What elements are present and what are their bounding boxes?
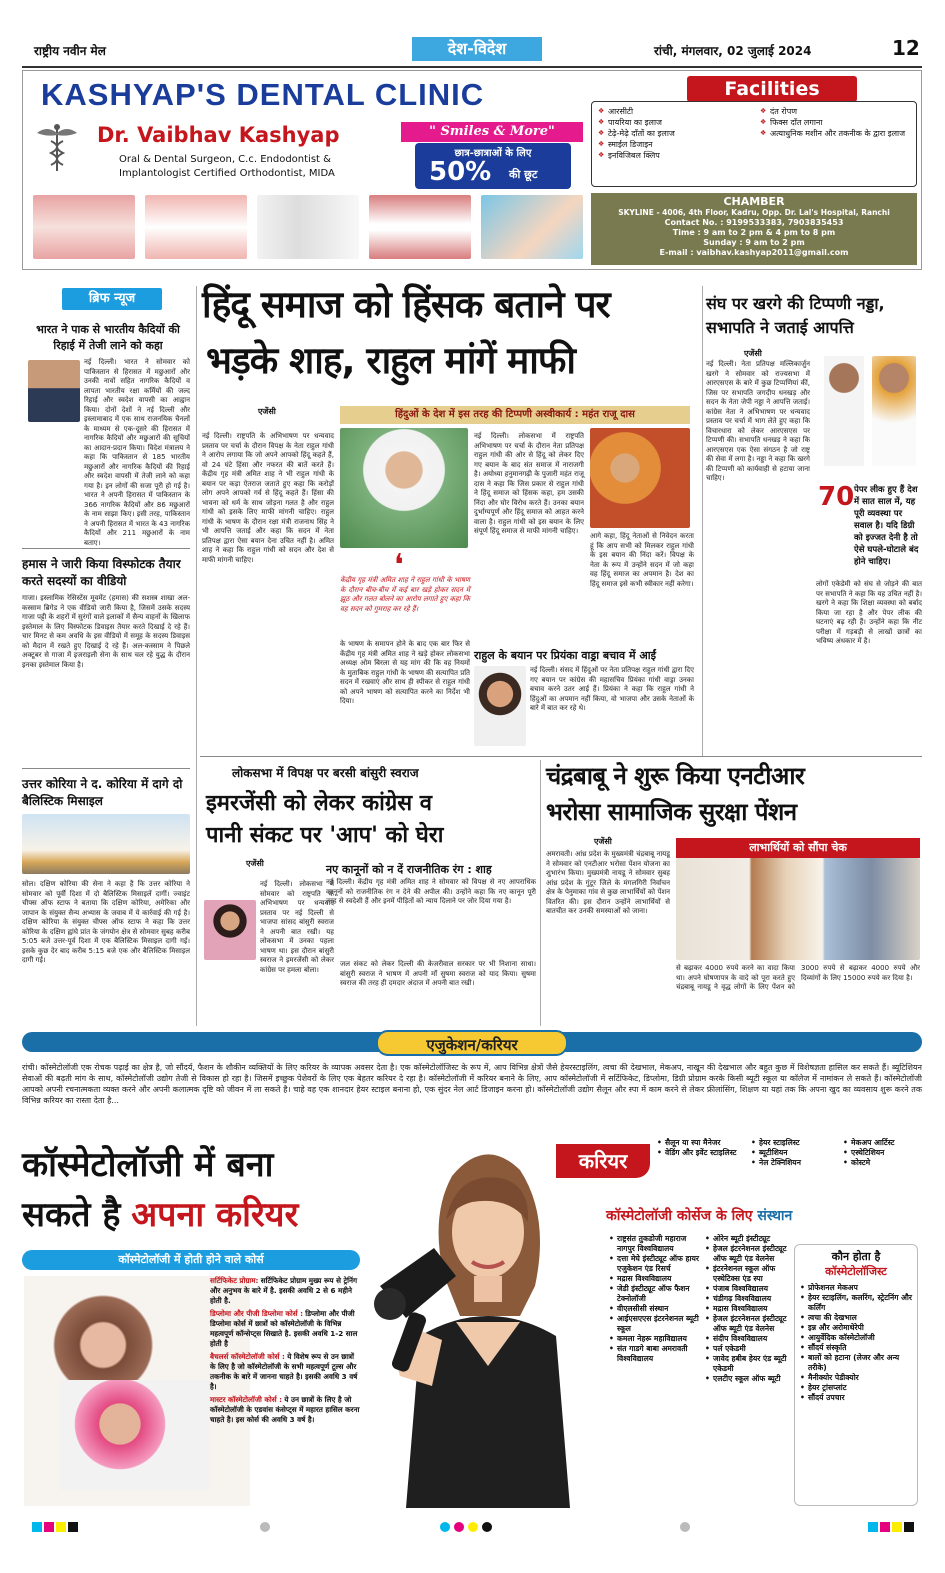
lead-col-5: नई दिल्ली। संसद में हिंदुओं पर नेता प्रतिपक्ष राहुल गांधी द्वारा दिए गए बयान पर कांग्रेस की महासचिव प्रियंका गांधी वाड्रा उनका बचाव करने उतर आई हैं। प्रियंका ने कहा कि राहुल गांधी ने हिंदुओं का अपमान नहीं किया, वो भाजपा और उसके नेताओं के बारे में बात कर रहे थे। — [530, 666, 694, 712]
naidu-text: अमरावती। आंध्र प्रदेश के मुख्यमंत्री चंद्रबाबू नायडू ने सोमवार को एनटीआर भरोसा पेंशन योजना का शुभारंभ किया। मुख्यमंत्री नायडू ने सोमवार सुबह आंध्र प्रदेश के गुंटूर जिले के मंगलगिरी निर्वाचन क्षेत्र के पेनुमाका गांव से कुछ लाभार्थियों को पेंशन वितरित की। इस दौरान उन्होंने लाभार्थियों से बातचीत कर उनकी समस्याओं को जाना। — [546, 850, 670, 915]
facilities-right-list — [760, 106, 910, 139]
brief-text-2: गाजा। इस्लामिक रेसिस्टेंस मूवमेंट (हमास) की सशस्त्र शाखा अल-कस्साम ब्रिगेड ने एक वीडियो जारी किया है, जिसमें उसके सदस्य गाजा पट्टी के शहरों में सुरंगों वाले इलाकों में सैन्य वाहनों के खिलाफ इस्तेमाल के लिए विस्फोटक डिवाइस तैयार करते दिखाई दे रहे हैं। चार मिनट से कम अवधि के इस वीडियो में समूह के सदस्य डिवाइस को मैदान में रखते हुए दिखाई दे रहे हैं। अल-कस्साम ने पिछले अक्टूबर से गाजा में इजराइली सेना के साथ चल रहे युद्ध के दौरान इनका इस्तेमाल किया है। — [22, 594, 190, 669]
edu-title-2 — [22, 1192, 298, 1238]
course-item: सर्टिफिकेट प्रोग्राम: सर्टिफिकेट प्रोग्राम मुख्य रूप से ट्रेनिंग और अनुभव के बारे में है. इसकी अवधि 2 से 6 महीने होती है. — [210, 1276, 358, 1305]
kharge-headline: संघ पर खरगे की टिप्पणी नड्डा, सभापति ने जताई आपत्ति — [706, 294, 885, 337]
paper-leak-box — [816, 482, 920, 574]
box-number: 70 — [818, 482, 855, 512]
edu-title-1: कॉस्मेटोलॉजी में बना — [22, 1145, 274, 1185]
masthead — [22, 36, 922, 64]
edu-intro: रांची। कॉस्मेटोलॉजी एक रोचक पढ़ाई का क्षेत्र है, जो सौंदर्य, फैशन के शौकीन व्यक्तियों के लिए करियर के व्यापक अवसर देता है। एक कॉस्मेटोलॉजिस्ट के रूप में, आप विभिन्न क्षेत्रों जैसे हेयरस्टाइलिंग, त्वचा की देखभाल, मेकअप, नाखून की देखभाल और बहुत कुछ में विशेषज्ञता हासिल कर सकते हैं। ब्यूटिशियन सेवाओं की बढ़ती मांग के साथ, कॉस्मेटोलॉजी उद्योग तेजी से विकास हो रहा है। जिसमें इच्छुक पेशेवरों के लिए एक बेहतर करियर दे रहा है। कॉस्मेटोलॉजी में करियर बनाने के लिए, आप कॉस्मेटोलॉजी में सर्टिफिकेट, डिप्लोमा, डिग्री प्रोग्राम करके किसी ब्यूटी स्कूल या कॉलेज में नामांकन ले सकते हैं। कॉस्मेटोलॉजी आपको अपनी रचनात्मकता व्यक्त करने और अपनी कलात्मक दृष्टि को जीवन में ला सकते है। चाहे वह एक शानदार हेयर स्टाइल बनाना हो, एक सुंदर नेल आर्ट डिजाइन करना हो। कॉस्मेटोलॉजी उद्योग सैलून और स्पा में काम करने से लेकर फ्रीलांसिंग, शिक्षण या यहां तक कि अपना खुद का व्यवसाय शुरू करने तक विभिन्न करियर का रास्ता देता है... — [22, 1063, 922, 1105]
edu-title-2a: सकते है — [22, 1195, 121, 1235]
brief-news-column — [22, 286, 192, 1046]
institute-item: • मद्रास विश्वविद्यालय — [608, 1274, 700, 1284]
kharge-text: नई दिल्ली। नेता प्रतिपक्ष मल्लिकार्जुन खरगे ने सोमवार को राज्यसभा में आरएसएस के बारे में कुछ टिप्पणियां कीं, जिस पर सभापति जगदीप धनखड़ और सदन के नेता जेपी नड्डा ने आपत्ति जताई। कांग्रेस नेता ने अभिभाषण पर धन्यवाद प्रस्ताव पर चर्चा में भाग लेते हुए कहा कि विचारधारा को लेकर आरएसएस पर टिप्पणी की। सभापति धनखड़ ने कहा कि आरएसएस एक ऐसा संगठन है जो राष्ट्र की सेवा में लगा है। नड्डा ने कहा कि खरगे की टिप्पणी को कार्यवाही से हटाया जाना चाहिए। — [706, 360, 810, 482]
institute-item: • संदीप विश्वविद्यालय — [704, 1334, 792, 1344]
career-item: • हेयर स्टाइलिस्ट — [750, 1138, 838, 1148]
lead-col-4: के भाषण के समापन होने के बाद एक बार फिर से केंद्रीय गृह मंत्री अमित शाह ने खड़े होकर लोकसभा अध्यक्ष ओम बिरला से यह मांग की कि वह नियमों के मुताबिक राहुल गांधी के भाषण की सत्यापित प्रति सदन में रखवाएं और साथ ही स्पीकर से राहुल गांधी को अपने भाषण को सत्यापित करने का निर्देश भी दिया। — [340, 640, 470, 705]
institute-item: • हेजल इंटरनेशनल इंस्टीट्यूट ऑफ ब्यूटी एंड वेलनेस — [704, 1314, 792, 1334]
course-item: डिप्लोमा और पीजी डिप्लोमा कोर्स : डिप्लोमा और पीजी डिप्लोमा कोर्स में छात्रों को कॉस्मेटोलॉजी के विभिन्न महत्वपूर्ण कॉन्सेप्ट्स सिखाते है. इसकी अवधि 1-2 साल होती है — [210, 1309, 358, 1348]
who-item: • प्रोफेशनल मेकअप — [799, 1283, 917, 1293]
chamber-sunday: Sunday : 9 am to 2 pm — [703, 238, 805, 247]
career-item: • एस्थेटिशियन — [842, 1148, 922, 1158]
lead-headline-1: हिंदू समाज को हिंसक बताने पर — [202, 283, 610, 326]
chamber-email: E-mail : vaibhav.kashyap2011@gmail.com — [659, 248, 849, 257]
institute-item: • जेडी इंस्टीट्यूट ऑफ फैशन टेक्नोलॉजी — [608, 1284, 700, 1304]
facilities-left-list — [598, 106, 758, 161]
kharge-text-2: लोगों एकेडेमी को संघ से जोड़ने की बात पर सभापति ने कहा कि यह उचित नहीं है। खरगे ने कहा कि शिक्षा व्यवस्था को बर्बाद किया जा रहा है और पेपर लीक की घटनाएं बढ़ रही हैं। उन्होंने कहा कि नीट परीक्षा में गड़बड़ी से लाखों छात्रों का भविष्य अंधकार में है। — [816, 580, 922, 645]
chamber-time: Time : 9 am to 2 pm & 4 pm to 8 pm — [672, 228, 836, 237]
naidu-photo — [676, 858, 920, 960]
institute-item: • मद्रास विश्वविद्यालय — [704, 1304, 792, 1314]
facilities-panel — [591, 101, 917, 187]
ad-tagline: " Smiles & More" — [401, 122, 583, 142]
dental-clinic-ad — [22, 70, 922, 270]
career-tag: करियर — [556, 1144, 650, 1178]
institute-item: • दत्ता मेघे इंस्टीट्यूट ऑफ हायर एजुकेशन एंड रिसर्च — [608, 1254, 700, 1274]
institutes-col-2 — [704, 1234, 792, 1384]
inst-title-b: संस्थान — [757, 1208, 793, 1224]
lead-col-2: नई दिल्ली। लोकसभा में राष्ट्रपति अभिभाषण पर चर्चा के दौरान नेता प्रतिपक्ष राहुल गांधी की ओर से हिंदू को लेकर दिए गए बयान के बाद संत समाज में नाराजगी है। अयोध्या हनुमानगढ़ी के पुजारी महंत राजू दास ने कहा कि जिस प्रकार से राहुल गांधी ने हिंदू समाज को हिंसक कहा, हम उसकी निंदा और घोर विरोध करते हैं। उनका बयान दुर्भाग्यपूर्ण और हिंदू समाज को आहत करने वाला है। राहुल गांधी को इस बयान के लिए संपूर्ण हिंदू समाज से माफी मांगनी चाहिए। — [474, 432, 584, 535]
courses-list — [210, 1276, 360, 1506]
bansuri-text: नई दिल्ली। लोकसभा में सोमवार को राष्ट्रपति के अभिभाषण पर धन्यवाद प्रस्ताव पर नई दिल्ली से भाजपा सांसद बांसुरी स्वराज ने अपनी बात रखी। यह लोकसभा में उनका पहला भाषण था। इस दौरान बांसुरी स्वराज ने इमरजेंसी को लेकर कांग्रेस पर हमला बोला। — [260, 880, 334, 974]
priyanka-subhead: राहुल के बयान पर प्रियंका वाड्रा बचाव में आईं — [474, 649, 657, 662]
offer-percent: 50% — [429, 157, 492, 187]
institute-item: • कमला नेहरू महाविद्यालय — [608, 1334, 700, 1344]
naidu-headline-1: चंद्रबाबू ने शुरू किया एनटीआर — [546, 762, 805, 790]
lead-photo-caption: केंद्रीय गृह मंत्री अमित शाह ने राहुल गांधी के भाषण के दौरान बीच-बीच में कई बार खड़े होकर सदन में झूठ और गलत बोलने का आरोप लगाते हुए कहा कि वह सदन को गुमराह कर रहे हैं। — [340, 576, 470, 613]
institute-item: • पर्ल एकेडमी — [704, 1344, 792, 1354]
institute-item: • इंटरनेशनल स्कूल ऑफ एस्थेटिक्स एंड स्पा — [704, 1264, 792, 1284]
print-color-bar — [22, 1522, 922, 1534]
section-label: देश-विदेश — [412, 37, 542, 61]
who-item: • इन्न और अरोमाथेरेपी — [799, 1323, 917, 1333]
who-item: • सौंदर्य उपचार — [799, 1393, 917, 1403]
offer-line: छात्र-छात्राओं के लिए — [454, 148, 532, 159]
institute-item: • चंडीगढ़ विश्वविद्यालय — [704, 1294, 792, 1304]
who-item: • बालों को हटाना (लेजर और अन्य तरीके) — [799, 1353, 917, 1373]
institute-item: • एलटीए स्कूल ऑफ ब्यूटी — [704, 1374, 792, 1384]
institute-item: • जावेद हबीब हेयर एंड ब्यूटी एकेडमी — [704, 1354, 792, 1374]
chamber-box — [591, 193, 917, 265]
career-item: • नेल टेक्निशियन — [750, 1158, 838, 1168]
institute-item: • संत गाडगे बाबा अमरावती विश्वविद्यालय — [608, 1344, 700, 1364]
career-item: • ब्यूटीशियन — [750, 1148, 838, 1158]
teeth-photo-strip — [33, 195, 583, 261]
shah-subhead: नए कानूनों को न दें राजनीतिक रंग : शाह — [326, 863, 492, 876]
course-item: मास्टर कॉस्मेटोलॉजी कोर्स : ये उन छात्रों के लिए है जो कॉस्मेटोलॉजी के एडवांस कंसेप्ट्स में महारत हासिल करना चाहते है। इस कोर्स की अवधि 3 वर्ष है। — [210, 1395, 360, 1424]
edu-title-2b: अपना करियर — [131, 1195, 299, 1235]
who-title-b: कॉस्मेटोलॉजिस्ट — [825, 1265, 887, 1278]
lead-headline-2: भड़के शाह, राहुल मांगें माफी — [206, 339, 576, 382]
offer-tail: की छूट — [509, 168, 538, 181]
institute-item: • हेजल इंटरनेशनल इंस्टीट्यूट ऑफ ब्यूटी एंड वेलनेस — [704, 1244, 792, 1264]
brief-text-3: सोल। दक्षिण कोरिया की सेना ने कहा है कि उत्तर कोरिया ने सोमवार को पूर्वी दिशा में दो बैलिस्टिक मिसाइलें दागीं। ज्वाइंट चीफ्स ऑफ स्टाफ ने बताया कि दक्षिण कोरिया, अमेरिका और जापान के संयुक्त सैन्य अभ्यास के जवाब में ये कार्रवाई की गई है। दक्षिण कोरिया के संयुक्त चीफ्स ऑफ स्टाफ ने कहा कि उत्तर कोरिया के दक्षिण ह्वांघे प्रांत के जंगयोन क्षेत्र से सोमवार सुबह करीब 5:05 बजे उत्तर-पूर्व दिशा में एक बैलिस्टिक मिसाइल दागी गई। इसके कुछ देर बाद करीब 5:15 बजे एक और बैलिस्टिक मिसाइल दागी गई। — [22, 880, 190, 964]
facility-item: ❖ पायरिया का इलाज — [598, 117, 758, 128]
who-item: • मैनीक्योर पेडीक्योर — [799, 1373, 917, 1383]
bansuri-kicker: लोकसभा में विपक्ष पर बरसी बांसुरी स्वराज — [232, 766, 419, 780]
lead-agency: एजेंसी — [258, 407, 276, 416]
career-item: • वेडिंग और इवेंट स्टाइलिस्ट — [656, 1148, 744, 1158]
career-item: • मेकअप आर्टिस्ट — [842, 1138, 922, 1148]
institute-item: • पंजाब विश्वविद्यालय — [704, 1284, 792, 1294]
facility-item: ❖ इनविजिबल क्लिप — [598, 150, 758, 161]
chamber-title: CHAMBER — [723, 195, 785, 208]
model-illustration — [360, 1136, 610, 1508]
doctor-name: Dr. Vaibhav Kashyap — [97, 123, 340, 147]
who-box — [794, 1244, 918, 1506]
facility-item: ❖ आरसीटी — [598, 106, 758, 117]
who-item: • आयुर्वेदिक कॉस्मेटोलॉजी — [799, 1333, 917, 1343]
edu-band-label: एजुकेशन/करियर — [376, 1030, 568, 1056]
brief-text-1: नई दिल्ली। भारत ने सोमवार को पाकिस्तान से हिरासत में मछुआरों और उनकी नावों सहित नागरिक कैदियों व लापता भारतीय रक्षा कर्मियों की जल्द रिहाई और स्वदेश वापसी का आह्वान किया। दोनों देशों ने नई दिल्ली और इस्लामाबाद में एक साथ राजनयिक चैनलों के माध्यम से एक-दूसरे की हिरासत में नागरिक कैदियों और मछुआरों की सूचियों का आदान-प्रदान किया। विदेश मंत्रालय ने कहा कि पाकिस्तान से 185 भारतीय मछुआरों और नागरिक कैदियों की रिहाई और स्वदेश वापसी में तेजी लाने को कहा गया है। इन लोगों की सजा पूरी हो गई है। भारत ने अपनी हिरासत में पाकिस्तान के 366 नागरिक कैदियों और 86 मछुआरों के नाम साझा किए। इसी तरह, पाकिस्तान ने अपनी हिरासत में भारत के 43 नागरिक कैदियों और 211 मछुआरों के नाम बताए। — [84, 358, 190, 547]
dateline: रांची, मंगलवार, 02 जुलाई 2024 — [654, 44, 812, 58]
inst-title-a: कॉस्मेटोलॉजी कोर्सेज के लिए — [606, 1208, 753, 1224]
facility-item: ❖ अत्याधुनिक मशीन और तकनीक के द्वारा इलाज — [760, 128, 910, 139]
bansuri-headline-2: पानी संकट पर 'आप' को घेरा — [206, 823, 444, 848]
caduceus-icon — [33, 121, 81, 173]
chamber-contact: Contact No. : 9199533383, 7903835453 — [664, 218, 844, 227]
career-item: • सैलून या स्पा मैनेजर — [656, 1138, 744, 1148]
page-number: 12 — [892, 36, 920, 60]
bansuri-text-2: जल संकट को लेकर दिल्ली की केजरीवाल सरकार पर भी निशाना साधा। बांसुरी स्वराज ने भाषण में अपनी माँ सुषमा स्वराज को याद किया। सुषमा स्वराज की तरह ही दमदार अंदाज में अपनी बात रखी। — [340, 960, 536, 987]
institute-item: • आईएसएएस इंटरनेशनल ब्यूटी स्कूल — [608, 1314, 700, 1334]
box-text: पेपर लीक हुए हैं देश में सात साल में, यह पूरी व्यवस्था पर सवाल है। यदि डिग्री को इज्जत देनी है तो ऐसे घपले-घोटाले बंद होने चाहिए। — [854, 485, 919, 567]
naidu-agency: एजेंसी — [594, 837, 612, 846]
courses-banner: कॉस्मेटोलॉजी में होती होने वाले कोर्स — [22, 1250, 360, 1270]
institute-item: • राष्ट्रसंत तुकडोजी महाराज नागपुर विश्वविद्यालय — [608, 1234, 700, 1254]
naidu-banner: लाभार्थियों को सौंपा चेक — [676, 838, 920, 858]
course-item: बैचलर्स कॉस्मेटोलॉजी कोर्स : ये विशेष रूप से उन छात्रों के लिए है जो कॉस्मेटोलॉजी के सभी महत्वपूर्ण टूल्स और तकनीक के बारे में जानना चाहते है। इसकी अवधि 3 वर्ष है। — [210, 1352, 358, 1391]
who-item: • सौंदर्य संस्कृति — [799, 1343, 917, 1353]
institutes-col-1 — [608, 1234, 700, 1364]
amit-shah-photo — [340, 428, 468, 548]
paper-name: राष्ट्रीय नवीन मेल — [34, 44, 106, 58]
shah-subtext: नई दिल्ली। केंद्रीय गृह मंत्री अमित शाह ने सोमवार को विपक्ष से नए आपराधिक कानूनों को राजनीतिक रंग न देने की अपील की। उन्होंने कहा कि नए कानून पूरी तरह से स्वदेशी हैं और इनमें पीड़ितों को न्याय दिलाने पर जोर दिया गया है। — [326, 878, 536, 905]
facility-item: ❖ स्माईल डिजाइन — [598, 139, 758, 150]
offer-box — [415, 143, 571, 189]
naidu-headline-2: भरोसा सामाजिक सुरक्षा पेंशन — [546, 798, 797, 826]
brief-headline-1: भारत ने पाक से भारतीय कैदियों की रिहाई में तेजी लाने को कहा — [36, 323, 180, 352]
who-item: • हेयर ट्रांसप्लांट — [799, 1383, 917, 1393]
institute-item: • ओरेन ब्यूटी इंस्टीट्यूट — [704, 1234, 792, 1244]
bansuri-agency: एजेंसी — [246, 859, 264, 868]
brief-headline-3: उत्तर कोरिया ने द. कोरिया में दागे दो बैलिस्टिक मिसाइल — [22, 777, 183, 808]
lead-col-1: नई दिल्ली। राष्ट्रपति के अभिभाषण पर धन्यवाद प्रस्ताव पर चर्चा के दौरान विपक्ष के नेता राहुल गांधी ने आरोप लगाया कि जो अपने आपको हिंदू कहते हैं, वो 24 घंटे हिंसा और नफरत की बातें करते हैं। केंद्रीय गृह मंत्री अमित शाह ने भी राहुल गांधी के बयान पर कड़ा ऐतराज जताते हुए कहा कि करोड़ों लोग अपने आपको गर्व से हिंदू कहते हैं। हिंसा की भावना को धर्म के साथ जोड़ना गलत है और राहुल गांधी को इसके लिए माफी मांगनी चाहिए। राहुल गांधी के भाषण के दौरान रक्षा मंत्री राजनाथ सिंह ने भी आपत्ति जताई और कहा कि सदन में नेता प्रतिपक्ष द्वारा ऐसा बयान देना उचित नहीं है। अमित शाह ने कहा कि राहुल गांधी को सदन और देश से माफी मांगनी चाहिए। — [202, 432, 334, 564]
brief-headline-2: हमास ने जारी किया विस्फोटक तैयार करते सदस्यों का वीडियो — [22, 557, 181, 588]
career-item: • कोस्टमे — [842, 1158, 922, 1168]
who-title-a: कौन होता है — [831, 1250, 881, 1263]
institutes-title — [606, 1206, 922, 1225]
missile-photo — [22, 814, 190, 874]
brief-label: ब्रिफ न्यूज — [62, 288, 162, 310]
mahant-photo — [590, 428, 690, 528]
priyanka-photo — [474, 666, 526, 746]
lead-col-3: आगे कहा, हिंदू नेताओं से निवेदन करता हूं कि आप सभी को मिलकर राहुल गांधी के इस बयान की निंदा करें। विपक्ष के नेता के रूप में उन्होंने सदन में जो कहा वह हिंदू समाज का अपमान है। देश का हिंदू समाज इसे कभी स्वीकार नहीं करेगा। — [590, 532, 694, 588]
institute-item: • वीएलसीसी संस्थान — [608, 1304, 700, 1314]
who-item: • त्वचा की देखभाल — [799, 1313, 917, 1323]
kharge-agency: एजेंसी — [744, 349, 762, 358]
bansuri-headline-1: इमरजेंसी को लेकर कांग्रेस व — [206, 791, 432, 816]
who-item: • हेयर स्टाइलिंग, कलरिंग, स्ट्रेटनिंग और कर्लिंग — [799, 1293, 917, 1313]
career-list — [656, 1138, 922, 1178]
facility-item: ❖ दंत रोपण — [760, 106, 910, 117]
facility-item: ❖ फिक्स दाँत लगाना — [760, 117, 910, 128]
doctor-quals-1: Oral & Dental Surgeon, C.c. Endodontist & — [119, 154, 331, 165]
facility-item: ❖ टेढ़े-मेढ़े दाँतों का इलाज — [598, 128, 758, 139]
facilities-title: Facilities — [687, 76, 857, 102]
naidu-text-2: से बढ़ाकर 4000 रुपये करने का वादा किया था। अपने घोषणापत्र के वादे को पूरा करते हुए चंद्रबाबू नायडू ने वृद्ध लोगों के लिए पेंशन को 3000 रुपये से बढ़ाकर 4000 रुपये और दिव्यांगों के लिए 15000 रुपये कर दिया है। — [676, 964, 920, 991]
quote-mark-icon: ❛ — [394, 548, 404, 583]
lead-subhead-banner: हिंदुओं के देश में इस तरह की टिप्पणी अस्वीकार्य : महंत राजू दास — [340, 406, 690, 424]
chamber-address: SKYLINE - 4006, 4th Floor, Kadru, Opp. Dr. Lal's Hospital, Ranchi — [618, 208, 890, 217]
doctor-quals-2: Implantologist Certified Orthodontist, MIDA — [119, 168, 335, 179]
clinic-name: KASHYAP'S DENTAL CLINIC — [41, 77, 485, 112]
